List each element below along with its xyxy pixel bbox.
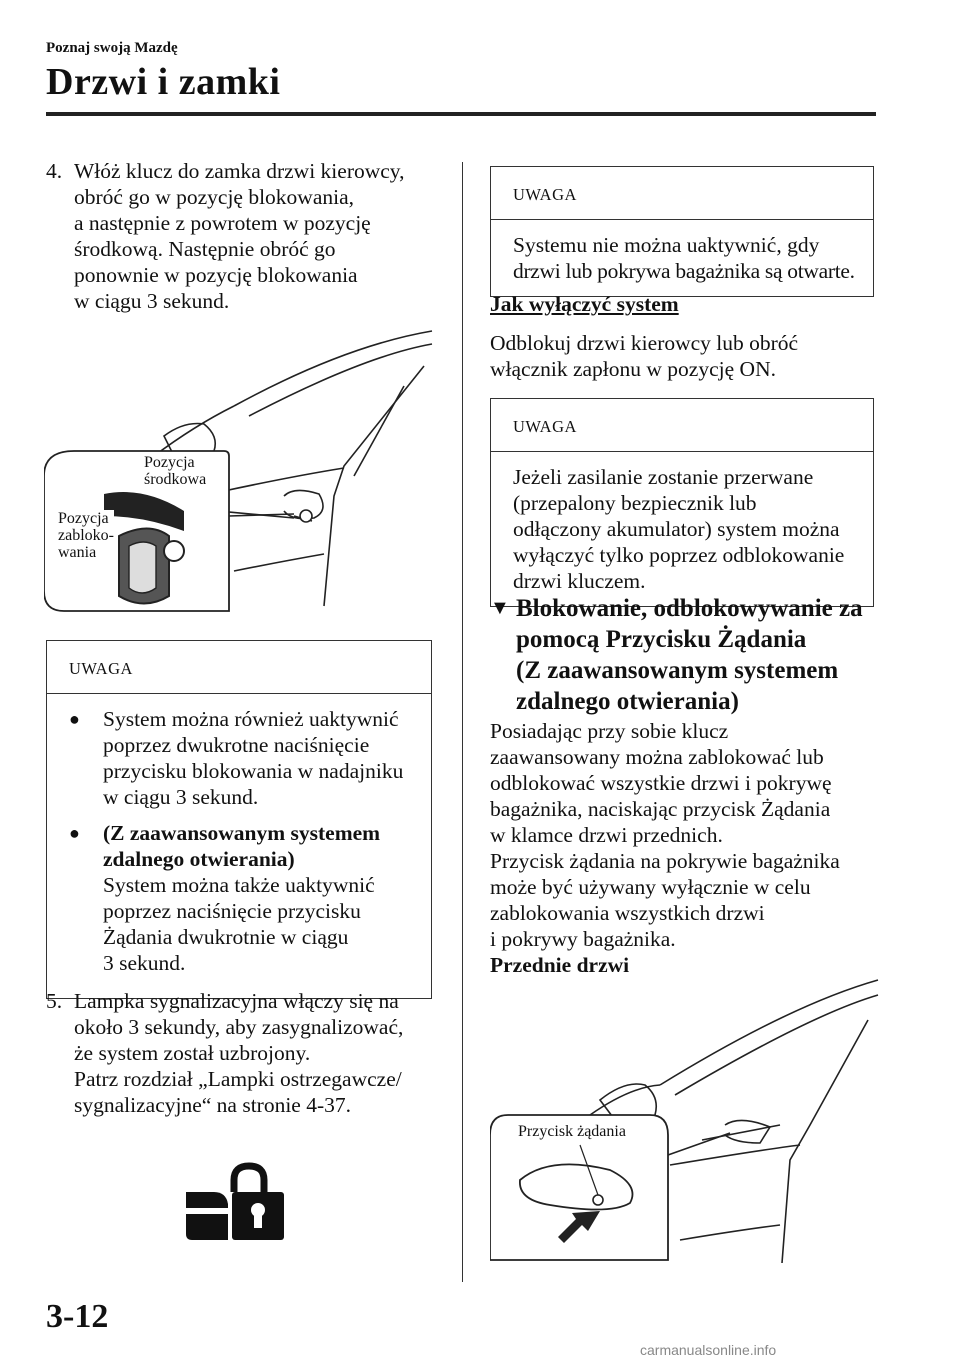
step-4: [46, 158, 441, 314]
section-label: Poznaj swoją Mazdę: [46, 40, 178, 56]
note-box: [490, 166, 874, 297]
door-key-illustration: [44, 326, 434, 616]
body-line: odblokować wszystkie drzwi i pokrywę: [490, 771, 832, 795]
step-line: w ciągu 3 sekund.: [74, 289, 230, 313]
body-line-bold: Przednie drzwi: [490, 953, 630, 977]
body-line: w klamce drzwi przednich.: [490, 823, 723, 847]
step-line: że system został uzbrojony.: [74, 1041, 311, 1065]
label-line: Pozycja: [58, 510, 109, 527]
label-line: środkowa: [144, 471, 207, 488]
security-indicator-icon: [184, 1162, 284, 1247]
note-line: przycisku blokowania w nadajniku: [103, 759, 404, 783]
step-line: ponownie w pozycję blokowania: [74, 263, 358, 287]
note-line: (przepalony bezpiecznik lub: [513, 491, 757, 515]
page-title: Drzwi i zamki: [46, 61, 281, 103]
label-lock-position: [58, 510, 114, 561]
body-line: zablokowania wszystkich drzwi: [490, 901, 765, 925]
note-line: poprzez dwukrotne naciśnięcie: [103, 733, 370, 757]
request-switch-illustration: [490, 975, 880, 1265]
page-number: 3-12: [46, 1298, 109, 1335]
section-heading: [490, 593, 880, 717]
heading-line: pomocą Przycisku Żądania: [516, 626, 807, 653]
note-line-bold: zdalnego otwierania): [103, 847, 295, 871]
note-line: drzwi kluczem.: [513, 569, 646, 593]
note-line: w ciągu 3 sekund.: [103, 785, 259, 809]
step-number: 5.: [46, 989, 63, 1013]
note-line: poprzez naciśnięcie przycisku: [103, 899, 361, 923]
note-heading: UWAGA: [491, 167, 873, 220]
note-box: [46, 640, 432, 999]
column-divider: [462, 162, 463, 1282]
step-5: [46, 988, 446, 1118]
note-line: Systemu nie można uaktywnić, gdy: [513, 233, 820, 257]
step-line: a następnie z powrotem w pozycję: [74, 211, 371, 235]
request-switch-drawing: [490, 975, 880, 1265]
note-line: System można także uaktywnić: [103, 873, 375, 897]
step-line: Włóż klucz do zamka drzwi kierowcy,: [74, 159, 405, 183]
note-line: Żądania dwukrotnie w ciągu: [103, 925, 349, 949]
body-text: [490, 718, 890, 978]
body-line: zaawansowany można zablokować lub: [490, 745, 824, 769]
step-line: Patrz rozdział „Lampki ostrzegawcze/: [74, 1067, 402, 1091]
label-request-switch: Przycisk żądania: [518, 1123, 626, 1140]
step-line: Lampka sygnalizacyjna włączy się na: [74, 989, 399, 1013]
note-line: 3 sekund.: [103, 951, 186, 975]
note-heading: UWAGA: [47, 641, 431, 694]
label-middle-position: [144, 454, 206, 488]
step-line: około 3 sekundy, aby zasygnalizować,: [74, 1015, 404, 1039]
note-line: Jeżeli zasilanie zostanie przerwane: [513, 465, 814, 489]
note-heading: UWAGA: [491, 399, 873, 452]
bullet-icon: ●: [69, 823, 80, 843]
note-line: odłączony akumulator) system można: [513, 517, 840, 541]
note-bullet: [69, 820, 415, 976]
step-line: sygnalizacyjne“ na stronie 4-37.: [74, 1093, 352, 1117]
deactivate-text: [490, 330, 798, 382]
body-line: bagażnika, naciskając przycisk Żądania: [490, 797, 831, 821]
subheading-deactivate: Jak wyłączyć system: [490, 292, 679, 316]
note-line-bold: (Z zaawansowanym systemem: [103, 821, 381, 845]
body-line: Odblokuj drzwi kierowcy lub obróć: [490, 331, 799, 355]
body-line: włącznik zapłonu w pozycję ON.: [490, 357, 776, 381]
step-number: 4.: [46, 159, 63, 183]
note-line: wyłączyć tylko poprzez odblokowanie: [513, 543, 845, 567]
note-line: System można również uaktywnić: [103, 707, 399, 731]
label-line: Pozycja: [144, 454, 195, 471]
body-line: może być używany wyłącznie w celu: [490, 875, 811, 899]
header-rule: [46, 112, 876, 116]
heading-line: (Z zaawansowanym systemem: [516, 657, 839, 684]
bullet-icon: ●: [69, 709, 80, 729]
body-line: Posiadając przy sobie klucz: [490, 719, 729, 743]
body-line: i pokrywy bagażnika.: [490, 927, 676, 951]
body-line: Przycisk żądania na pokrywie bagażnika: [490, 849, 840, 873]
triangle-bullet-icon: ▼: [490, 597, 510, 619]
note-line: drzwi lub pokrywa bagażnika są otwarte.: [513, 259, 855, 283]
label-line: zabloko-: [58, 527, 114, 544]
step-line: środkową. Następnie obróć go: [74, 237, 336, 261]
label-line: wania: [58, 544, 97, 561]
note-bullet: [69, 706, 415, 810]
step-line: obróć go w pozycję blokowania,: [74, 185, 355, 209]
note-box: [490, 398, 874, 607]
footer-watermark: carmanualsonline.info: [640, 1342, 777, 1358]
door-key-drawing: [44, 326, 434, 616]
heading-line: Blokowanie, odblokowywanie za: [516, 595, 863, 622]
heading-line: zdalnego otwierania): [516, 688, 739, 715]
